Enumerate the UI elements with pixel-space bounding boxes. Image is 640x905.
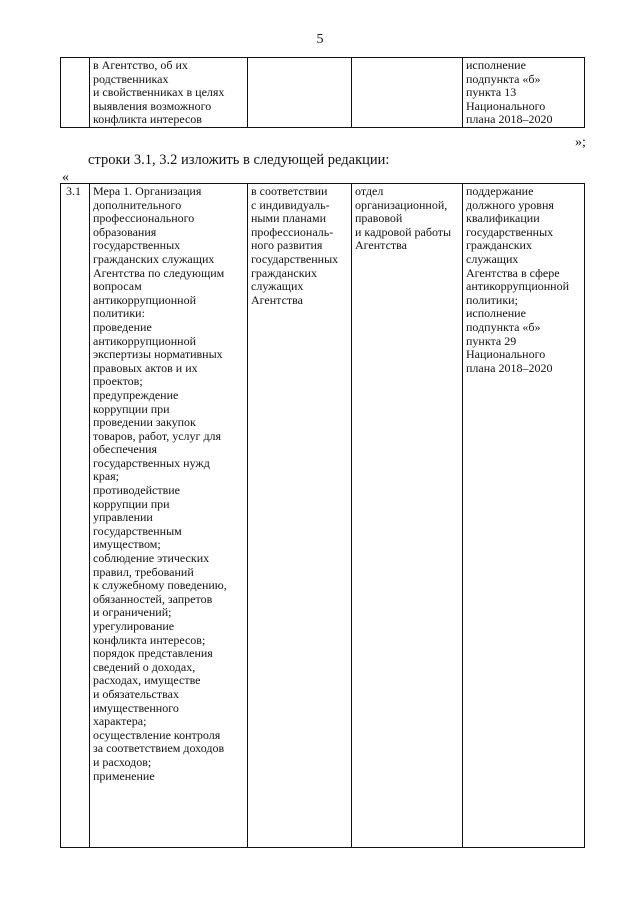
result-cell: поддержание должного уровня квалификации государственных гражданских служащих Агентства в сфере антикоррупционной политики; исполнение подпункта «б» пункта 29 Национального плана 2018–2020	[463, 184, 585, 848]
responsible-cell: отдел организационной, правовой и кадровой работы Агентства	[352, 184, 463, 848]
page-number: 5	[316, 32, 324, 47]
amended-rows-table	[60, 183, 585, 848]
term-cell: в соответствии с индивидуаль- ными планами профессиональ- ного развития государственных гражданских служащих Агентства	[248, 184, 352, 848]
table-row	[61, 58, 585, 128]
term-cell	[248, 58, 352, 128]
continuation-table	[60, 57, 585, 128]
table-row	[61, 184, 585, 848]
responsible-cell	[352, 58, 463, 128]
result-cell: исполнение подпункта «б» пункта 13 Национального плана 2018–2020	[463, 58, 585, 128]
measure-cell: Мера 1. Организация дополнительного профессионального образования государственных гражданских служащих Агентства по следующим вопросам антикоррупционной политики: проведение антикоррупционной экспертизы нормативных правовых актов и их проектов; предупреждение коррупции при проведении закупок товаров, работ, услуг для обеспечения государственных нужд края; противодействие коррупции при управлении государственным имуществом; соблюдение этических правил, требований к служебному поведению, обязанностей, запретов и ограничений; урегулирование конфликта интересов; порядок представления сведений о доходах, расходах, имуществе и обязательствах имущественного характера; осуществление контроля за соответствием доходов и расходов; применение	[90, 184, 248, 848]
amendment-instruction: строки 3.1, 3.2 изложить в следующей редакции:	[88, 152, 390, 168]
opening-quote: «	[62, 170, 69, 185]
measure-cell: в Агентство, об их родственниках и свойственниках в целях выявления возможного конфликта интересов	[90, 58, 248, 128]
closing-quote: »;	[575, 135, 586, 150]
row-number-cell	[61, 58, 90, 128]
row-number-cell: 3.1	[61, 184, 90, 848]
